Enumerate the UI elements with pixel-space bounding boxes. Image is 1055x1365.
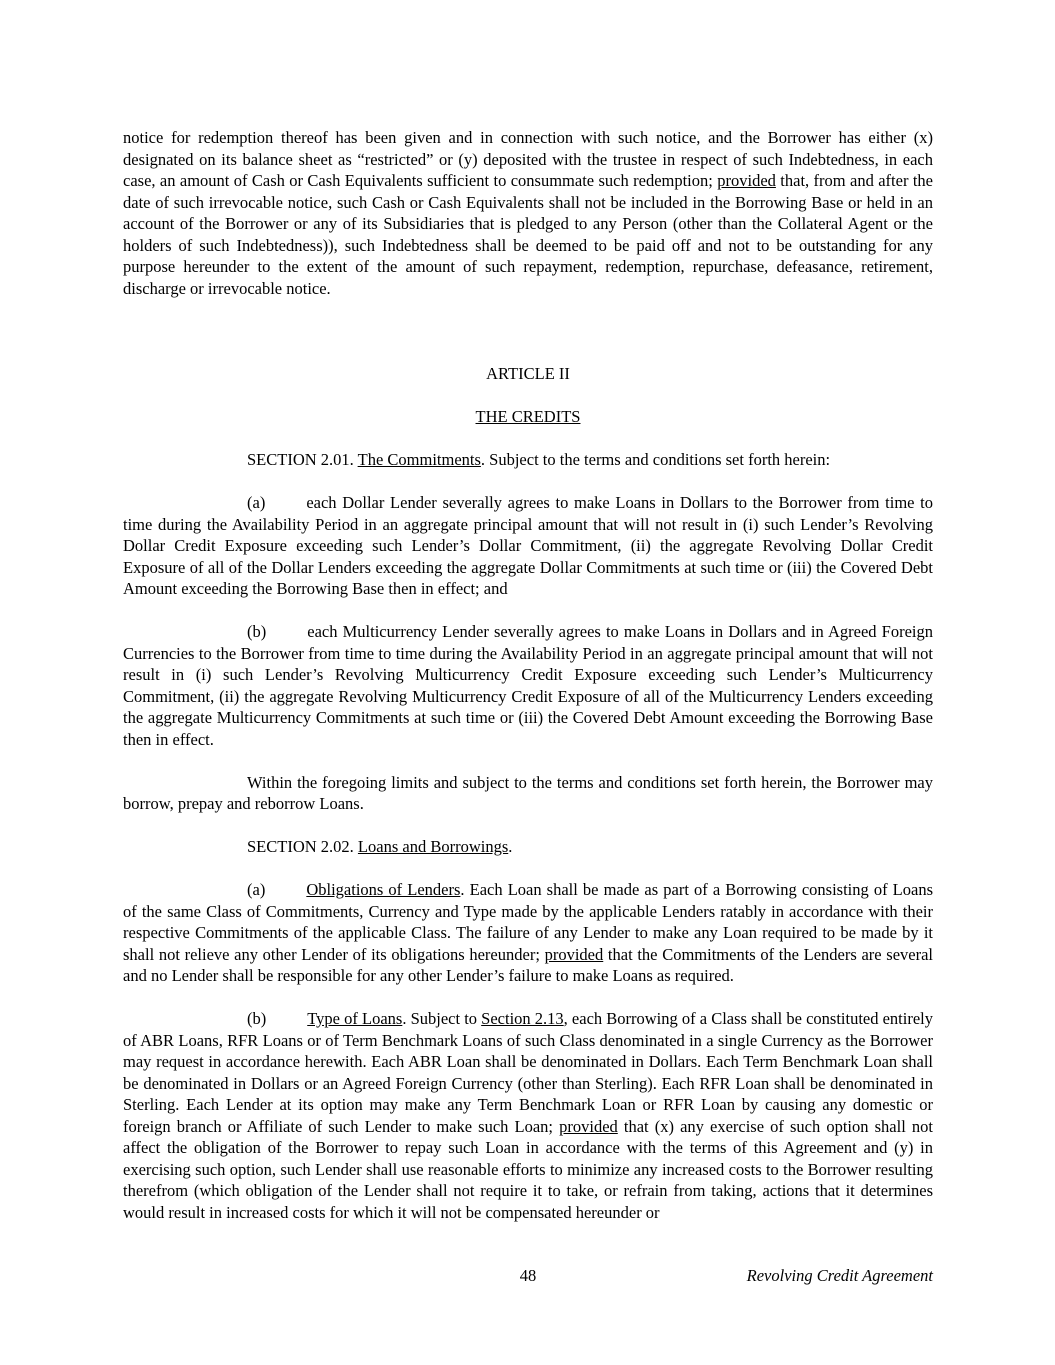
underlined-text: provided [717,171,776,190]
paragraph-2-02-b [123,1008,933,1223]
page-number: 48 [519,1266,537,1285]
underlined-text: Section 2.13 [481,1009,564,1028]
text-run: (a) [247,493,266,512]
paragraph-within-limits [123,772,933,815]
heading-the-credits [123,406,933,428]
text-run: that, from and after the date of such irrevocable notice, such Cash or Cash Equivalents shall not be included in the Borrowing Base or held in an account of the Borrower or any of its Subsidiaries that is pledged to any Person (other than the Collateral Agent or the holders of such Indebtedness)), such Indebtedness shall be deemed to be paid off and not to be outstanding for any purpose hereunder to the extent of the amount of such repayment, redemption, repurchase, defeasance, retirement, discharge or irrevocable notice. [123,171,933,298]
paragraph-section-2-02 [123,836,933,858]
footer-doc-title: Revolving Credit Agreement [746,1266,933,1285]
text-run: . Subject to the terms and conditions set forth herein: [480,450,831,469]
paragraph-2-01-a [123,492,933,600]
text-run: (b) [247,1009,267,1028]
paragraph-redemption-continuation [123,127,933,299]
page-footer [123,1265,933,1289]
underlined-text: Type of Loans [307,1009,403,1028]
text-run: each Dollar Lender severally agrees to make Loans in Dollars to the Borrower from time to time during the Availability Period in an aggregate principal amount that will not result in (i) such Lender’s Revolving Dollar Credit Exposure exceeding such Lender’s Dollar Commitment, (ii) the aggregate Revolving Dollar Credit Exposure of all of the Dollar Lenders exceeding the aggregate Dollar Commitments at such time or (iii) the Covered Debt Amount exceeding the Borrowing Base then in effect; and [123,493,933,598]
text-run: SECTION 2.02. [247,837,358,856]
underlined-text: provided [544,944,604,964]
paragraph-2-02-a [123,879,933,987]
text-run: . [508,837,513,856]
document-body [123,127,933,1223]
paragraph-2-01-b [123,621,933,750]
text-run: ARTICLE II [486,364,570,383]
text-run: that the Commitments of the Lenders are several and no Lender shall be responsible for any other Lender’s failure to make Loans as required. [123,944,933,985]
text-run: Within the foregoing limits and subject to the terms and conditions set forth herein, the Borrower may borrow, prepay and reborrow Loans. [123,772,933,813]
underlined-text: Loans and Borrowings [357,837,509,856]
text-run: SECTION 2.01. [247,450,358,469]
text-run: (a) [247,880,266,899]
paragraph-section-2-01 [123,449,933,471]
text-run: , each Borrowing of a Class shall be constituted entirely of ABR Loans, RFR Loans or of Term Benchmark Loans of such Class denominated in a single Currency as the Borrower may request in accordance herewith. Each ABR Loan shall be denominated in Dollars. Each Term Benchmark Loan shall be denominated in Dollars or an Agreed Foreign Currency (other than Sterling). Each RFR Loan shall be denominated in Sterling. Each Lender at its option may make any Term Benchmark Loan or RFR Loan by causing any domestic or foreign branch or Affiliate of such Lender to make such Loan; [123,1009,934,1136]
text-run: notice for redemption thereof has been given and in connection with such notice, and the Borrower has either (x) designated on its balance sheet as “restricted” or (y) deposited with the trustee in respect of such Indebtedness, in each case, an amount of Cash or Cash Equivalents sufficient to consummate such redemption; [123,128,933,190]
underlined-text: Obligations of Lenders [306,880,461,899]
text-run: that (x) any exercise of such option shall not affect the obligation of the Borrower to repay such Loan in accordance with the terms of this Agreement and (y) in exercising such option, such Lender shall use reasonable efforts to minimize any increased costs to the Borrower resulting therefrom (which obligation of the Lender shall not require it to take, or refrain from taking, actions that it determines would result in increased costs for which it will not be compensated hereunder or [123,1116,933,1222]
underlined-text: provided [559,1116,618,1136]
underlined-text: The Commitments [357,450,481,469]
heading-article-ii [123,363,933,385]
text-run: each Multicurrency Lender severally agrees to make Loans in Dollars and in Agreed Foreign Currencies to the Borrower from time to time during the Availability Period in an aggregate principal amount that will not result in (i) such Lender’s Revolving Multicurrency Credit Exposure exceeding such Lender’s Multicurrency Commitment, (ii) the aggregate Revolving Multicurrency Credit Exposure of all of the Multicurrency Lenders exceeding the aggregate Multicurrency Commitments at such time or (iii) the Covered Debt Amount exceeding the Borrowing Base then in effect. [123,622,933,749]
text-run: . Subject to [402,1009,482,1028]
text-run: . Each Loan shall be made as part of a Borrowing consisting of Loans of the same Class of Commitments, Currency and Type made by the applicable Lenders ratably in accordance with their respective Commitments of the applicable Class. The failure of any Lender to make any Loan required to be made by it shall not relieve any other Lender of its obligations hereunder; [123,880,934,964]
underlined-text: THE CREDITS [475,407,581,426]
text-run: (b) [247,622,267,641]
